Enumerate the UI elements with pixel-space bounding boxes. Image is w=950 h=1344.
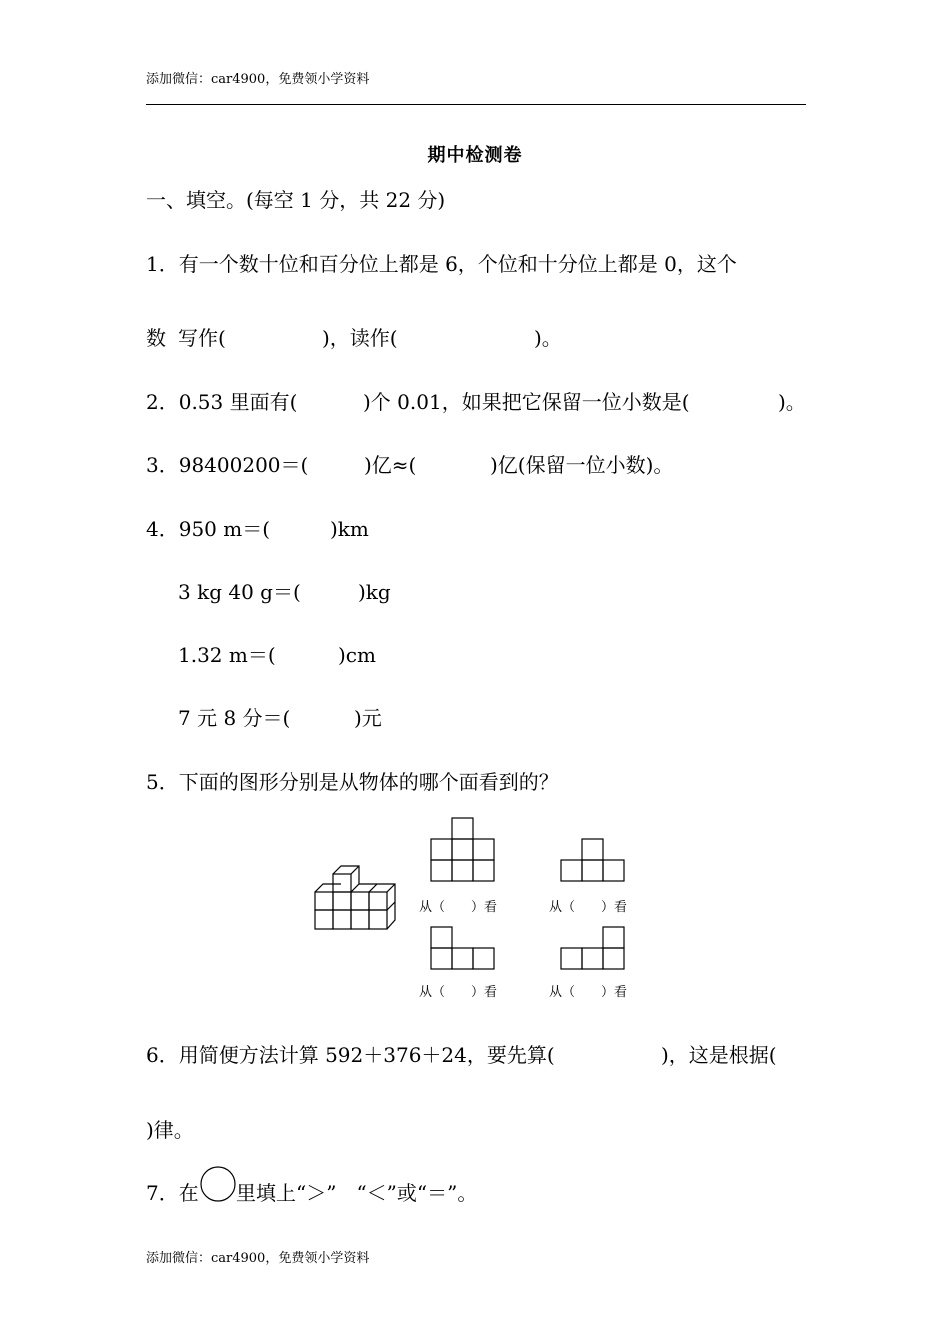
q7-part-b: 里填上“＞” “＜”或“＝”。 <box>236 1181 478 1205</box>
q3-part-c: )亿(保留一位小数)。 <box>490 453 674 477</box>
view-3-caption: 从（ ）看 <box>419 985 498 1000</box>
q1-line1: 1．有一个数十位和百分位上都是 6，个位和十分位上都是 0，这个 <box>146 252 737 276</box>
q7-part-a: 7．在 <box>146 1181 199 1205</box>
q3-part-b: )亿≈( <box>364 453 417 477</box>
view-3-grid <box>431 927 494 969</box>
view-2-grid <box>561 839 624 881</box>
q4-line3-b: )cm <box>338 643 376 667</box>
isometric-cube-object <box>315 866 395 929</box>
q6-part-b: )，这是根据( <box>661 1043 777 1067</box>
q4-line2-b: )kg <box>358 580 391 604</box>
q1-write-label: 写作( <box>178 326 226 350</box>
q4-line1-a: 4．950 m＝( <box>146 517 271 541</box>
q2-part-a: 2．0.53 里面有( <box>146 390 298 414</box>
q4-line4-a: 7 元 8 分＝( <box>178 706 291 730</box>
view-2-caption: 从（ ）看 <box>549 900 628 915</box>
view-1-grid <box>431 818 494 881</box>
q2-part-b: )个 0.01，如果把它保留一位小数是( <box>363 390 690 414</box>
q6-part-a: 6．用简便方法计算 592＋376＋24，要先算( <box>146 1043 555 1067</box>
q1-line2-prefix: 数 <box>146 326 166 350</box>
q3-part-a: 3．98400200＝( <box>146 453 309 477</box>
page-footer: 添加微信：car4900，免费领小学资料 <box>146 1251 370 1266</box>
view-4-grid <box>561 927 624 969</box>
section-1-heading: 一、填空。(每空 1 分，共 22 分) <box>146 188 446 212</box>
compare-circle-icon <box>201 1167 235 1201</box>
q4-line4-b: )元 <box>354 706 382 730</box>
q1-end: )。 <box>534 326 562 350</box>
q4-line2-a: 3 kg 40 g＝( <box>178 580 301 604</box>
view-1-caption: 从（ ）看 <box>419 900 498 915</box>
q4-line3-a: 1.32 m＝( <box>178 643 276 667</box>
q2-part-c: )。 <box>778 390 806 414</box>
page-title: 期中检测卷 <box>427 145 523 166</box>
q1-read-label: )，读作( <box>322 326 398 350</box>
q4-line1-b: )km <box>330 517 369 541</box>
q6-part-c: )律。 <box>146 1118 194 1142</box>
view-4-caption: 从（ ）看 <box>549 985 628 1000</box>
page-header: 添加微信：car4900，免费领小学资料 <box>146 72 370 87</box>
q5-text: 5．下面的图形分别是从物体的哪个面看到的？ <box>146 770 559 794</box>
